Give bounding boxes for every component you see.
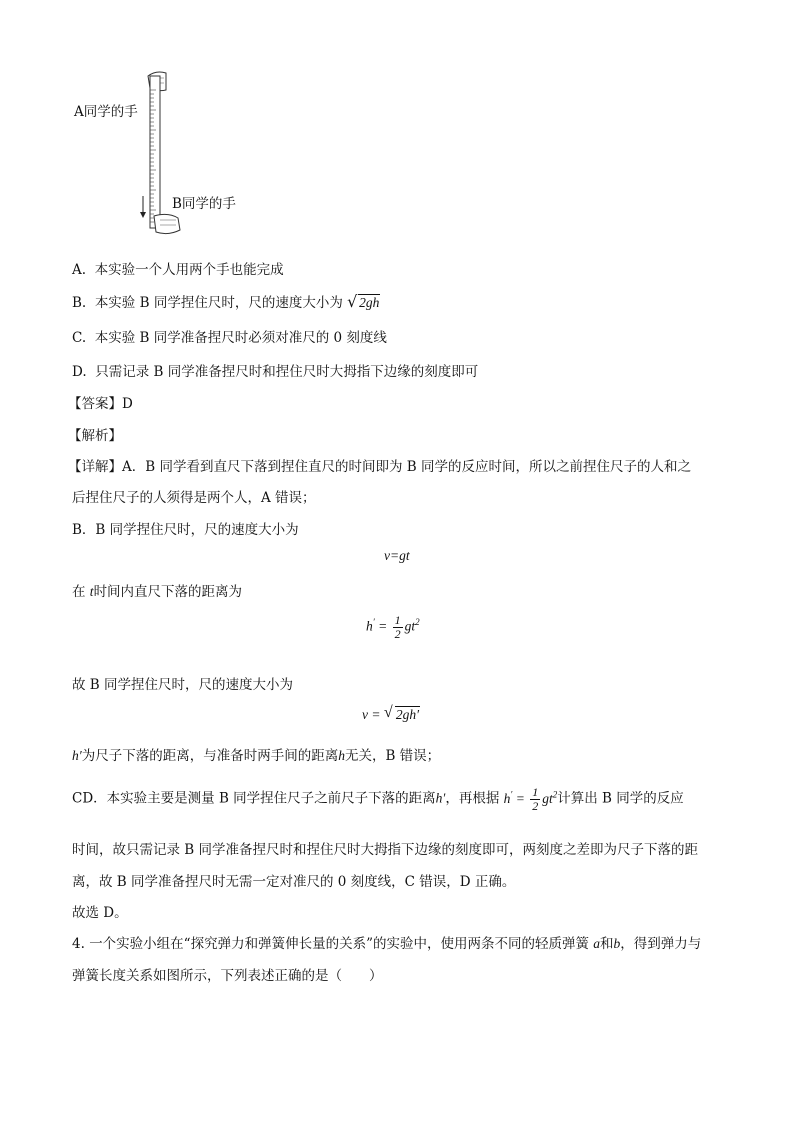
option-text: 本实验 B 同学捏住尺时，尺的速度大小为 xyxy=(94,295,343,311)
text: 为尺子下落的距离，与准备时两手间的距离 xyxy=(81,748,339,764)
option-c xyxy=(72,326,387,346)
var-h-prime: h′ xyxy=(435,790,446,806)
detail-line-7 xyxy=(72,786,684,813)
detail-line-8: 时间，故只需记录 B 同学准备捏尺时和捏住尺时大拇指下边缘的刻度即可，两刻度之差即为尺子下落的距 xyxy=(72,842,699,858)
text: 时间内直尺下落的距离为 xyxy=(93,584,243,600)
equation-h-prime: h′ = $\frac{1}{2}$ $gt^2$ xyxy=(366,613,420,641)
text: 无关，B 错误； xyxy=(344,748,441,764)
option-a xyxy=(72,258,284,278)
text: 在 xyxy=(72,584,86,600)
question-4-line-2: 弹簧长度关系如图所示，下列表述正确的是（ ） xyxy=(72,968,383,984)
option-text: 只需记录 B 同学准备捏尺时和捏住尺时大拇指下边缘的刻度即可 xyxy=(95,364,479,380)
conclusion: 故选 D。 xyxy=(72,905,128,921)
detail-line-6 xyxy=(72,744,440,764)
expr-gt: gt xyxy=(404,618,416,634)
answer-line xyxy=(68,392,133,412)
option-letter: B. xyxy=(72,295,87,311)
ruler-illustration xyxy=(70,68,270,243)
detail-line-1 xyxy=(68,455,691,475)
detail-line-3: B．B 同学捏住尺时，尺的速度大小为 xyxy=(72,522,299,538)
text: ，得到弹力与 xyxy=(620,936,702,952)
option-text: 本实验 B 同学准备捏尺时必须对准尺的 0 刻度线 xyxy=(94,330,387,346)
label-a-hand: A同学的手 xyxy=(74,104,138,120)
detail-line-9: 离，故 B 同学准备捏尺时无需一定对准尺的 0 刻度线，C 错误，D 正确。 xyxy=(72,874,516,890)
detail-text: A．B 同学看到直尺下落到捏住直尺的时间即为 B 同学的反应时间，所以之前捏住尺子的人和之 xyxy=(122,459,691,475)
detail-tag: 【详解】 xyxy=(68,459,122,475)
option-letter: D. xyxy=(72,364,87,380)
label-b-hand: B同学的手 xyxy=(172,196,236,212)
question-number: 4. xyxy=(72,936,85,952)
var-h: h xyxy=(366,618,373,634)
text: CD．本实验主要是测量 B 同学捏住尺子之前尺子下落的距离 xyxy=(72,790,436,807)
option-d xyxy=(72,360,478,380)
var-a: a xyxy=(593,936,601,951)
radicand: 2gh xyxy=(359,295,380,310)
var-b: b xyxy=(613,936,621,951)
inline-formula: h′ = $\frac{1}{2}$ $gt^2$ xyxy=(503,785,558,813)
text: ，再根据 xyxy=(445,790,500,807)
equation-v-gt: v=gt xyxy=(384,548,410,563)
lhs: v = xyxy=(362,707,381,722)
option-letter: A. xyxy=(72,262,87,278)
text: 一个实验小组在“探究弹力和弹簧伸长量的关系”的实验中，使用两条不同的轻质弹簧 xyxy=(89,936,589,952)
analysis-tag: 【解析】 xyxy=(68,428,122,444)
frac-num: 1 xyxy=(394,613,401,627)
var-h: h xyxy=(338,748,345,763)
option-letter: C. xyxy=(72,330,87,346)
var-t: t xyxy=(89,584,94,599)
var-h-prime: h′ xyxy=(72,748,82,763)
option-text: 本实验一个人用两个手也能完成 xyxy=(94,262,284,278)
radicand: 2gh′ xyxy=(395,707,420,722)
question-4-line-1 xyxy=(72,932,701,952)
detail-line-2: 后捏住尺子的人须得是两个人，A 错误； xyxy=(72,490,316,506)
equation-v-sqrt xyxy=(362,706,420,723)
text: 计算出 B 同学的反应 xyxy=(557,790,684,807)
detail-line-4 xyxy=(72,580,242,600)
sqrt-expression: √ 2gh′ xyxy=(383,704,420,722)
option-b xyxy=(72,291,380,311)
frac-den: 2 xyxy=(394,627,401,641)
ruler-figure xyxy=(70,68,270,243)
text: 和 xyxy=(600,936,614,952)
sqrt-expression: √ 2gh xyxy=(347,292,380,311)
answer-tag: 【答案】 xyxy=(68,396,122,412)
detail-line-5: 故 B 同学捏住尺时，尺的速度大小为 xyxy=(72,677,294,693)
answer-value: D xyxy=(122,396,133,412)
